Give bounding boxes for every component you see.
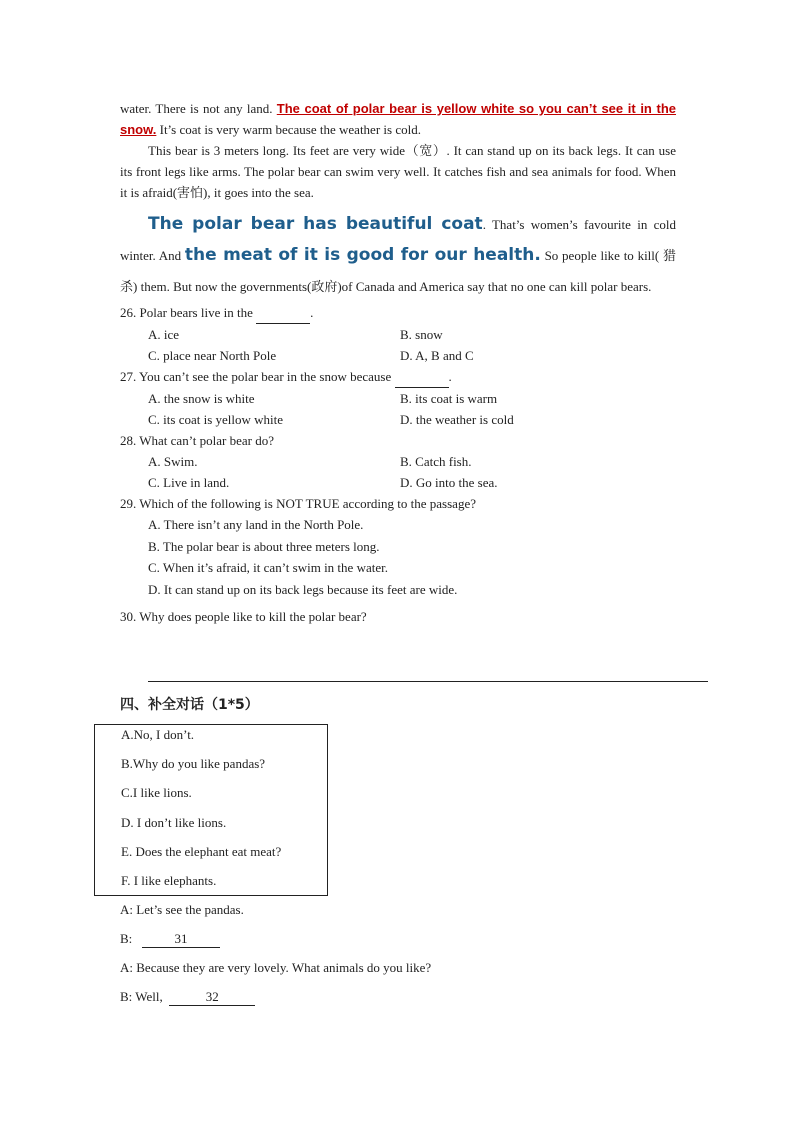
section-title: 四、补全对话（1*5） (120, 697, 259, 713)
options-27 (120, 388, 676, 430)
question-stem: 27. You can’t see the polar bear in the snow because (120, 369, 392, 384)
option[interactable]: C. its coat is yellow white (148, 412, 284, 427)
choices-box (94, 724, 328, 896)
dialog-blank[interactable]: 32 (169, 989, 255, 1006)
choice-item: C.I like lions. (121, 785, 192, 800)
option[interactable]: B. snow (400, 327, 443, 342)
option[interactable]: A. There isn’t any land in the North Pole. (148, 517, 364, 532)
question-29: 29. Which of the following is NOT TRUE according to the passage? (120, 496, 476, 511)
paragraph-2: This bear is 3 meters long. Its feet are very wide（宽）. It can stand up on its back legs. It can use its front legs like arms. The polar bear can swim very well. It catches fish and sea animals for food. When it is afraid(害怕), it goes into the sea. (120, 143, 676, 200)
dialog-line: A: Because they are very lovely. What animals do you like? (120, 960, 432, 975)
option[interactable]: C. Live in land. (148, 475, 230, 490)
options-28 (120, 451, 676, 493)
options-29 (120, 514, 676, 600)
highlight-blue-1: The polar bear has beautiful coat (148, 214, 483, 234)
option[interactable]: B. The polar bear is about three meters long. (148, 538, 380, 554)
choice-item: B.Why do you like pandas? (121, 756, 266, 771)
dialog-line: A: Let’s see the pandas. (120, 902, 244, 917)
choice-item: A.No, I don’t. (121, 727, 195, 742)
options-26 (120, 324, 676, 366)
answer-blank[interactable] (395, 366, 449, 388)
answer-blank[interactable] (256, 302, 310, 324)
text: It’s coat is very warm because the weather is cold. (156, 122, 421, 137)
question-stem: 26. Polar bears live in the (120, 305, 253, 320)
option[interactable]: A. the snow is white (148, 391, 255, 406)
choice-item: E. Does the elephant eat meat? (121, 844, 282, 859)
question-28: 28. What can’t polar bear do? (120, 433, 275, 448)
paragraph-3 (120, 209, 676, 302)
dialog-line (120, 989, 255, 1006)
option[interactable]: D. the weather is cold (400, 412, 514, 427)
option[interactable]: A. ice (148, 327, 180, 342)
choice-item: F. I like elephants. (121, 873, 217, 888)
dialog-blank[interactable]: 31 (142, 931, 220, 948)
text: . That’s women’s favourite in cold winter. And (120, 217, 676, 263)
question-27 (120, 366, 676, 388)
option[interactable]: D. Go into the sea. (400, 475, 498, 490)
option[interactable]: C. place near North Pole (148, 348, 277, 363)
option[interactable]: A. Swim. (148, 454, 198, 469)
option[interactable]: B. Catch fish. (400, 454, 472, 469)
highlight-blue-2: the meat of it is good for our health. (184, 245, 541, 265)
choice-item: D. I don’t like lions. (121, 815, 227, 830)
highlight-red: The coat of polar bear is yellow white so you can’t see it in the snow. (120, 101, 677, 137)
paragraph-1 (120, 98, 676, 140)
question-26 (120, 302, 676, 324)
option[interactable]: D. A, B and C (400, 348, 474, 363)
option[interactable]: B. its coat is warm (400, 391, 498, 406)
text: So people like to kill( 猎杀) them. But now the governments(政府)of Canada and America say that no one can kill polar bears. (120, 248, 676, 294)
passage (120, 98, 676, 627)
option[interactable]: D. It can stand up on its back legs because its feet are wide. (148, 581, 458, 597)
text: water. There is not any land. (120, 101, 273, 116)
question-30: 30. Why does people like to kill the polar bear? (120, 609, 367, 624)
text: . (448, 369, 452, 384)
dialog-line (120, 931, 220, 948)
speaker: B: (120, 931, 133, 946)
answer-line[interactable] (148, 681, 708, 682)
speaker: B: Well, (120, 989, 163, 1004)
option[interactable]: C. When it’s afraid, it can’t swim in the water. (148, 560, 388, 575)
text: . (310, 305, 314, 320)
